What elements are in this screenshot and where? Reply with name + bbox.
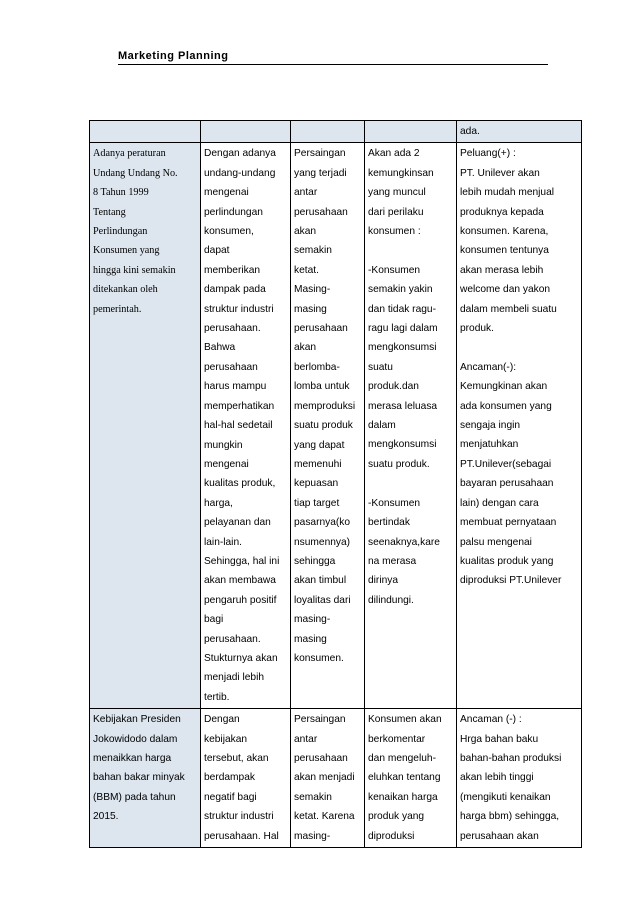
cell-text-line: Undang Undang No. [93,167,178,179]
cell-text-line: perusahaan. [204,633,261,645]
cell-text-line: dalam membeli suatu [460,303,557,315]
cell-text-line: perusahaan [204,361,258,373]
cell-text-line: pasarnya(ko [294,517,351,529]
cell-text-line: bahan-bahan produksi [460,753,562,764]
cell-text-line: -Konsumen [368,497,421,509]
cell-text-line: ditekankan oleh [93,284,158,296]
cell-text-line: Dengan adanya [204,148,276,160]
cell-text-line: akan [294,226,317,238]
cell-text-line: dari perilaku [368,206,424,218]
cell-text-line: harga, [204,497,233,509]
cell-text-line: menaikkan harga [93,753,172,764]
cell-text-line: mungkin [204,439,243,451]
cell-text-line: antar [294,733,318,745]
running-header-title: Marketing Planning [118,50,229,62]
cell-text-line: ketat. [294,264,319,276]
cell-text-line: Persaingan [294,714,346,726]
cell-text-line: perusahaan. [204,323,261,335]
cell-text-line: yang muncul [368,187,426,199]
cell-text-line: undang-undang [204,167,276,179]
cell-text-line: produk yang [368,811,425,823]
cell-text-line: kualitas produk, [204,478,276,490]
cell-text-line: perusahaan [294,206,348,218]
cell-text-line: diproduksi [368,830,415,842]
cell-text-line: perusahaan [294,753,348,764]
cell-text-line: mengenai [204,187,249,199]
cell-text-line: memenuhi [294,458,342,470]
cell-text-line: seenaknya,kare [368,536,440,548]
cell-text-line: bagi [204,614,224,626]
cell-text-line: pengaruh positif [204,594,277,606]
cell-text-line: diproduksi PT.Unilever [460,575,562,587]
cell-text-line: kenaikan harga [368,791,438,803]
cell-text-line: semakin yakin [368,284,433,296]
cell-text-line: konsumen. [294,652,344,664]
cell-text-line: lebih mudah menjual [460,187,555,199]
table-cell-consumer [365,709,457,848]
cell-text-line: berkomentar [368,733,426,745]
cell-text-line: dilindungi. [368,594,414,606]
cell-text-line: palsu mengenai [460,536,532,548]
cell-text-line: Dengan [204,714,240,726]
cell-text-line: dalam [368,420,396,432]
cell-text-line: Ancaman (-) : [460,714,522,726]
cell-text-line: mengkonsumsi [368,342,437,354]
table-cell [201,121,291,143]
cell-text-line: membuat pernyataan [460,517,557,529]
cell-text-line: produk. [460,323,494,335]
cell-text-line: lain) dengan cara [460,497,539,509]
cell-text-line: dapat [204,245,230,257]
cell-text-line: bahan bakar minyak [93,772,185,784]
cell-text-line: pelayanan dan [204,517,271,529]
cell-text-line: hal-hal sedetail [204,420,273,432]
cell-text-line: struktur industri [204,811,274,823]
cell-text-line: Bahwa [204,342,236,354]
cell-text-line: konsumen, [204,226,254,238]
cell-text-line: dan mengeluh- [368,753,436,764]
cell-text-line: PT.Unilever(sebagai [460,458,552,470]
cell-text-line: Peluang(+) : [460,148,516,160]
cell-text-line: loyalitas dari [294,594,351,606]
cell-text-line: dan tidak ragu- [368,303,436,315]
cell-text-line: negatif bagi [204,791,257,803]
cell-text: ada. [460,126,480,137]
cell-text-line: konsumen. Karena, [460,226,549,238]
cell-text-line: kemungkinsan [368,167,434,179]
cell-text-line: menjadi lebih [204,672,265,684]
cell-text-line: tiap target [294,497,340,509]
cell-text-line: PT. Unilever akan [460,167,540,179]
cell-text-line: suatu produk [294,420,353,432]
cell-text-line: semakin [294,791,332,803]
cell-text-line: kualitas produk yang [460,555,554,567]
table-cell [365,121,457,143]
cell-text-line: merasa leluasa [368,400,438,412]
table-cell-competition [291,143,365,709]
cell-text-line: pemerintah. [93,303,142,315]
cell-text-line: perusahaan [294,323,348,335]
cell-text-line: berlomba- [294,361,340,373]
cell-text-line: akan merasa lebih [460,264,544,276]
cell-text-line: akan lebih tinggi [460,772,534,784]
cell-text-line: yang dapat [294,439,345,451]
cell-text-line: mengkonsumsi [368,439,437,451]
cell-text-line: (BBM) pada tahun [93,791,176,803]
table-cell-consumer [365,143,457,709]
header-rule [118,64,548,65]
cell-text-line: lomba untuk [294,381,350,393]
cell-text-line: suatu [368,361,393,373]
cell-text-line: akan timbul [294,575,347,587]
cell-text-line: perlindungan [204,206,263,218]
table-row-regulation [90,143,582,709]
cell-text-line: akan membawa [204,575,276,587]
cell-text-line [368,474,453,493]
table-cell-competition [291,709,365,848]
cell-text-line [368,241,453,260]
cell-text-line: kepuasan [294,478,339,490]
cell-text-line: ragu lagi dalam [368,323,438,335]
cell-text-line: akan [294,342,317,354]
cell-text-line: semakin [294,245,332,257]
table-row-bbm-policy [90,709,582,848]
cell-text-line: harga bbm) sehingga, [460,811,560,823]
table-cell [90,121,201,143]
cell-text-line: menjatuhkan [460,439,519,451]
cell-text-line: Stukturnya akan [204,652,278,664]
cell-text-line: Persaingan [294,148,346,160]
cell-text-line: tersebut, akan [204,753,269,764]
cell-text-line: konsumen : [368,226,421,238]
cell-text-line: Hrga bahan baku [460,733,539,745]
cell-text-line: Masing- [294,284,331,296]
cell-text-line: (mengikuti kenaikan [460,791,551,803]
cell-text-line: sengaja ingin [460,420,521,432]
cell-text-line: masing- [294,614,331,626]
cell-text-line: memproduksi [294,400,356,412]
cell-text-line: perusahaan akan [460,830,539,842]
cell-text-line [460,338,578,357]
cell-text-line: Ancaman(-): [460,361,517,373]
cell-text-line: harus mampu [204,381,267,393]
cell-text-line: yang terjadi [294,167,347,179]
cell-text-line: masing [294,303,327,315]
cell-text-line: akan menjadi [294,772,355,784]
cell-text-line: masing- [294,830,331,842]
cell-text-line: sehingga [294,555,336,567]
cell-text-line: -Konsumen [368,264,421,276]
cell-text-line: bertindak [368,517,410,529]
cell-text-line: nsumennya) [294,536,351,548]
cell-text-line: Akan ada 2 [368,148,420,160]
cell-text-line: na merasa [368,555,417,567]
cell-text-line: Tentang [93,206,126,218]
cell-text-line: Adanya peraturan [93,148,166,160]
table-cell-impact [201,143,291,709]
cell-text-line: dampak pada [204,284,266,296]
cell-text-line: dirinya [368,575,399,587]
cell-text-line: Konsumen yang [93,245,160,257]
cell-text-line: antar [294,187,318,199]
cell-text-line: struktur industri [204,303,274,315]
table-cell-issue [90,709,201,848]
table-cell-impact [201,709,291,848]
table-cell [291,121,365,143]
cell-text-line: ada konsumen yang [460,400,552,412]
cell-text-line: kebijakan [204,733,248,745]
analysis-table [89,120,582,848]
cell-text-line: konsumen tentunya [460,245,549,257]
table-cell [457,121,582,143]
cell-text-line: suatu produk. [368,458,430,470]
cell-text-line: lain-lain. [204,536,242,548]
cell-text-line: Sehingga, hal ini [204,555,280,567]
cell-text-line: masing [294,633,327,645]
cell-text-line: tertib. [204,691,230,703]
cell-text-line: berdampak [204,772,255,784]
cell-text-line: produknya kepada [460,206,544,218]
cell-text-line: perusahaan. Hal [204,830,279,842]
cell-text-line: hingga kini semakin [93,264,176,276]
cell-text-line: mengenai [204,458,249,470]
cell-text-line: Kebijakan Presiden [93,714,181,726]
cell-text-line: Perlindungan [93,226,148,238]
cell-text-line: Kemungkinan akan [460,381,548,393]
table-cell-issue [90,143,201,709]
cell-text-line: 8 Tahun 1999 [93,187,149,199]
table-cell-opportunity-threat [457,709,582,848]
cell-text-line: eluhkan tentang [368,772,441,784]
cell-text-line: ketat. Karena [294,811,355,823]
cell-text-line: Jokowidodo dalam [93,733,178,745]
cell-text-line: bayaran perusahaan [460,478,554,490]
table-cell-opportunity-threat [457,143,582,709]
cell-text-line: memberikan [204,264,261,276]
cell-text-line: memperhatikan [204,400,275,412]
cell-text-line: produk.dan [368,381,419,393]
cell-text-line: Konsumen akan [368,714,442,726]
cell-text-line: 2015. [93,811,119,823]
cell-text-line: welcome dan yakon [460,284,551,296]
table-row-continuation [90,121,582,143]
